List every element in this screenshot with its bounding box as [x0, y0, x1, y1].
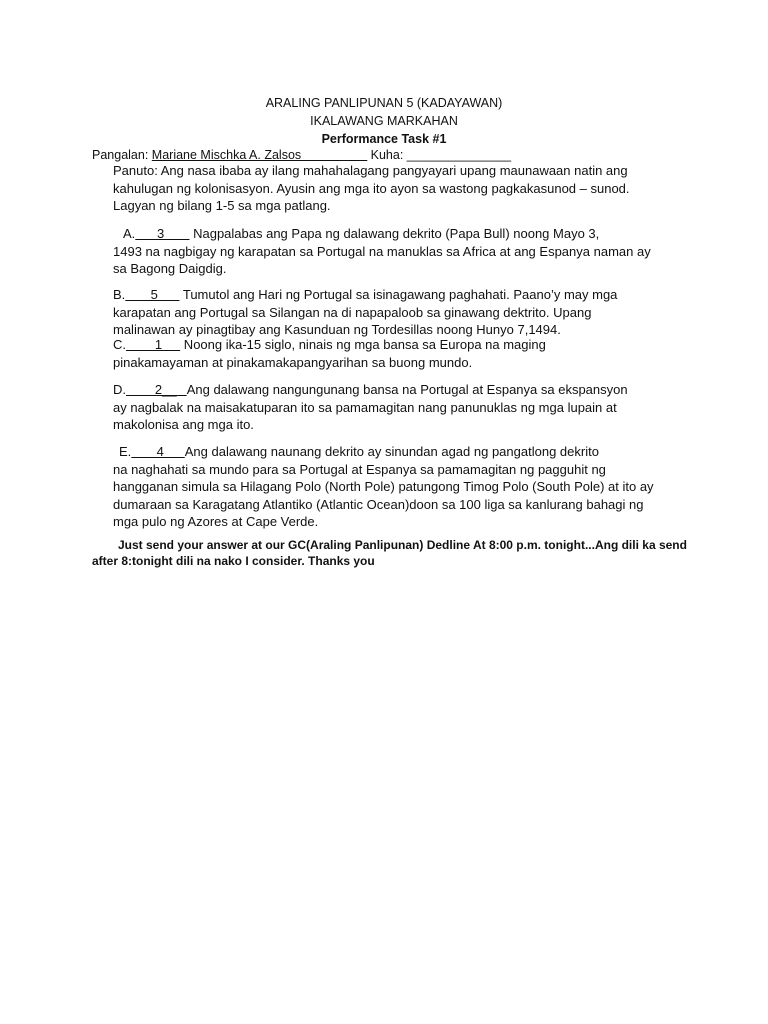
item-letter: C.: [113, 337, 126, 352]
item-text-line: ay nagbalak na maisakatuparan ito sa pamamagitan nang panunuklas ng mga lupain at: [113, 399, 617, 415]
subject-title: ARALING PANLIPUNAN 5 (KADAYAWAN): [265, 96, 503, 110]
score-label: Kuha:: [370, 148, 404, 162]
item-c: [113, 336, 683, 371]
item-d-first-line: [113, 381, 683, 399]
item-text: Nagpalabas ang Papa ng dalawang dekrito (Papa Bull) noong Mayo 3,: [189, 226, 600, 241]
answer-blank: 4: [131, 444, 185, 459]
item-b-first-line: [113, 286, 683, 304]
answer-blank: 3: [135, 226, 190, 241]
item-a-first-line: [113, 225, 683, 243]
instruction-line: kahulugan ng kolonisasyon. Ayusin ang mga ito ayon sa wastong pagkakasunod – sunod.: [113, 180, 630, 196]
item-text-line: dumaraan sa Karagatang Atlantiko (Atlantic Ocean)doon sa 100 liga sa kanlurang bahagi ng: [113, 496, 644, 512]
score-blank: _______________: [406, 148, 512, 162]
instructions: [113, 162, 683, 215]
item-text-line: mga pulo ng Azores at Cape Verde.: [113, 514, 319, 529]
answer-blank: 2__: [126, 382, 187, 397]
item-text-line: sa Bagong Daigdig.: [113, 261, 227, 276]
item-text: Ang dalawang naunang dekrito ay sinundan agad ng pangatlong dekrito: [184, 444, 599, 459]
student-name-value: Mariane Mischka A. Zalsos: [151, 148, 302, 162]
instruction-line: Lagyan ng bilang 1-5 sa mga patlang.: [113, 198, 331, 213]
footer-line-1: Just send your answer at our GC(Araling Panlipunan) Dedline At 8:00 p.m. tonight...Ang dili ka send: [118, 538, 687, 552]
item-e-first-line: [113, 443, 683, 461]
answer-blank: 5: [125, 287, 180, 302]
item-text: Noong ika-15 siglo, ninais ng mga bansa sa Europa na maging: [180, 337, 546, 352]
name-blank: [301, 148, 367, 162]
item-text: Tumutol ang Hari ng Portugal sa isinagawang paghahati. Paano’y may mga: [179, 287, 618, 302]
item-letter: A.: [123, 226, 136, 241]
item-text-line: karapatan ang Portugal sa Silangan na di napapaloob sa ginawang dektrito. Upang: [113, 304, 592, 320]
item-c-first-line: [113, 336, 683, 354]
item-letter: B.: [113, 287, 126, 302]
student-name: [152, 148, 367, 162]
task-title: Performance Task #1: [321, 132, 447, 146]
item-b: [113, 286, 683, 339]
item-text-line: na naghahati sa mundo para sa Portugal at Espanya sa pamamagitan ng pagguhit ng: [113, 461, 606, 477]
instruction-line: Panuto: Ang nasa ibaba ay ilang mahahalagang pangyayari upang maunawaan natin ang: [113, 163, 628, 178]
item-text-line: pinakamayaman at pinakamakapangyarihan sa buong mundo.: [113, 354, 473, 370]
footer-line-2: after 8:tonight dili na nako I consider. Thanks you: [92, 554, 375, 568]
answer-blank: 1: [126, 337, 181, 352]
item-text-line: 1493 na nagbigay ng karapatan sa Portugal na manuklas sa Africa at ang Espanya naman ay: [113, 243, 651, 259]
item-text-line: hangganan simula sa Hilagang Polo (North Pole) patungong Timog Polo (South Pole) at ito ay: [113, 479, 654, 494]
item-letter: D.: [113, 382, 126, 397]
item-a: [113, 225, 683, 278]
footer-note: [92, 537, 692, 569]
student-info-line: [92, 147, 511, 163]
name-label: Pangalan:: [92, 148, 149, 162]
item-d: [113, 381, 683, 434]
quarter-title: IKALAWANG MARKAHAN: [310, 114, 458, 128]
item-text-line: malinawan ay pinagtibay ang Kasunduan ng Tordesillas noong Hunyo 7,1494.: [113, 322, 561, 337]
item-letter: E.: [119, 444, 132, 459]
item-text-line: makolonisa ang mga ito.: [113, 417, 254, 432]
item-e: [113, 443, 683, 531]
item-text: Ang dalawang nangungunang bansa na Portugal at Espanya sa ekspansyon: [186, 382, 628, 397]
